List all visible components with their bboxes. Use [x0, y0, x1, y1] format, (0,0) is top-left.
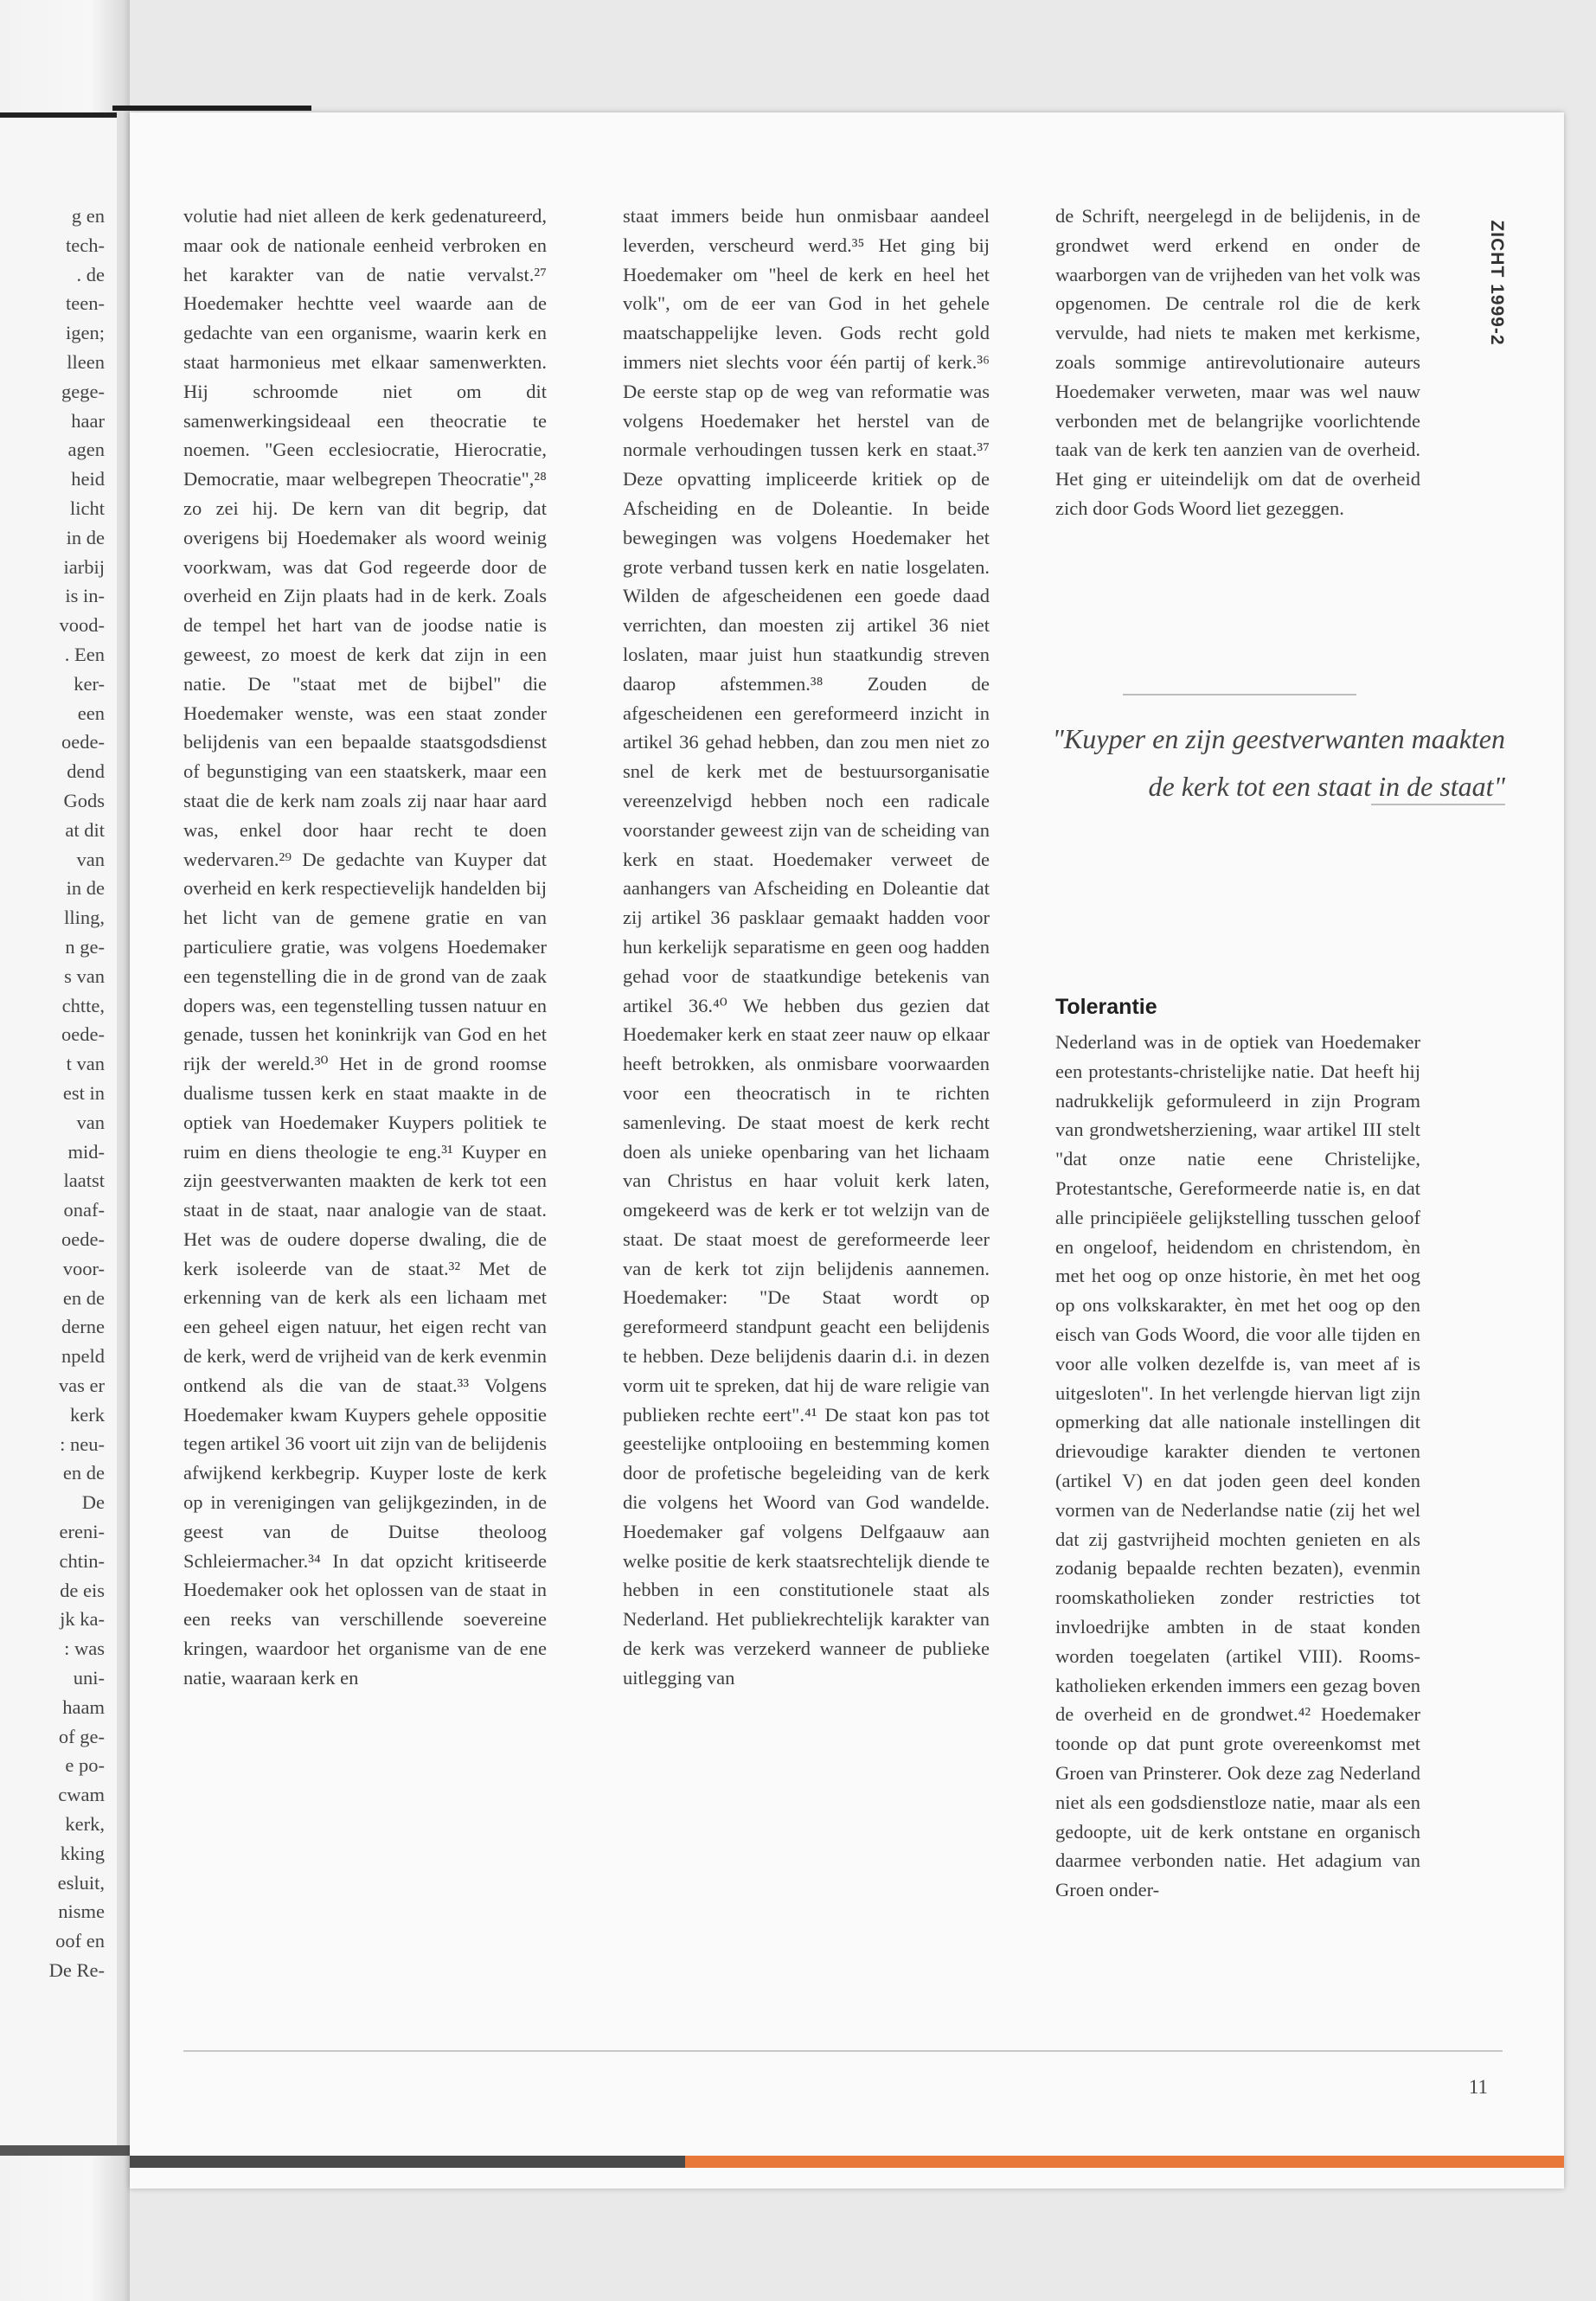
left-page-fragment: is in-: [65, 585, 105, 607]
left-page-fragment: igen;: [66, 322, 105, 344]
left-page-fragment: oede-: [61, 1023, 105, 1046]
left-page-fragment: nisme: [58, 1900, 105, 1923]
left-page-fragment: lling,: [64, 907, 105, 929]
left-page-fragment: jk ka-: [60, 1608, 105, 1631]
left-page-fragment: mid-: [67, 1140, 105, 1163]
left-page-fragment: chtin-: [59, 1549, 105, 1572]
left-page-fragment: t van: [66, 1053, 105, 1075]
left-page-fragment: n ge-: [65, 936, 105, 958]
left-page-fragment: De: [81, 1491, 105, 1514]
left-page-top-bar: [0, 112, 117, 118]
left-page-fragment: vood-: [59, 614, 105, 637]
left-page-fragment: tech-: [66, 234, 105, 256]
left-page-fragment: kking: [60, 1842, 105, 1864]
pull-quote-text: "Kuyper en zijn geestverwanten maakten de kerk tot een staat in de staat": [1052, 723, 1505, 802]
left-page-fragment: e po-: [65, 1754, 105, 1777]
left-page-fragment: van: [76, 1111, 105, 1133]
column-1-text: volutie had niet alleen de kerk gedenatureerd, maar ook de nationale eenheid verbroken en het karakter van de natie vervalst.²⁷ Hoedemaker hechtte veel waarde aan de gedachte van een organisme, waarin kerk en staat harmonieus met elkaar samenwerkten. Hij schroomde niet om dit samenwerkingsideaal een theocratie te noemen. "Geen ecclesiocratie, Hierocratie, Democratie, maar welbegrepen Theocratie",²⁸ zo zei hij. De kern van dit begrip, dat overigens bij Hoedemaker als woord weinig voorkwam, was dat God regeerde door de overheid en Zijn plaats had in de kerk. Zoals de tempel het hart van de joodse natie is geweest, zo moest de kerk dat zijn in een natie. De "staat met de bijbel" die Hoedemaker wenste, was een staat zonder belijdenis van een bepaalde staatsgodsdienst of begunstiging van een staatskerk, maar een staat die de kerk nam zoals zij naar haar aard was, enkel door haar recht te doen wedervaren.²⁹ De gedachte van Kuyper dat overheid en kerk respectievelijk handelden bij het licht van de gemene gratie en van particuliere gratie, was volgens Hoedemaker een tegenstelling die in de grond van de zaak dopers was, een tegenstelling tussen natuur en genade, tussen het koninkrijk van God en het rijk der wereld.³⁰ Het in de grond roomse dualisme tussen kerk en staat maakte in de optiek van Hoedemaker Kuypers politiek te ruim en diens theologie te eng.³¹ Kuyper en zijn geestverwanten maakten de kerk tot een staat in de staat, naar analogie van de staat. Het was de oudere doperse dwaling, die de kerk isoleerde van de staat.³² Met de erkenning van de kerk als een lichaam met een geheel eigen natuur, het eigen recht van de kerk, werd de vrijheid van de kerk evenmin ontkend als die van de staat.³³ Volgens Hoedemaker kwam Kuypers gehele oppositie tegen artikel 36 voort uit zijn van de belijdenis afwijkend kerkbegrip. Kuyper loste de kerk op in verenigingen van gelijkgezinden, in de geest van de Duitse theoloog Schleiermacher.³⁴ In dat opzicht kritiseerde Hoedemaker ook het oplossen van de staat in een reeks van verschillende soevereine kringen, waardoor het organisme van de ene natie, waaraan kerk en: [183, 205, 547, 1689]
left-page-fragment: vas er: [58, 1375, 105, 1396]
left-page-fragment: . de: [76, 263, 105, 285]
left-page-fragment: : was: [64, 1638, 105, 1660]
left-page-fragment: licht: [70, 497, 105, 519]
left-page-fragment: oede-: [61, 1228, 105, 1250]
bottom-bar-accent: [685, 2156, 1564, 2168]
left-page-fragment: esluit,: [57, 1871, 105, 1894]
left-page-fragment: at dit: [65, 818, 105, 841]
column-3-bottom-text: Nederland was in de optiek van Hoedemaker een protestants-christelijke natie. Dat heeft hij nadrukkelijk geformuleerd in zijn Program van grondwetsherziening, waar artikel III stelt "dat onze natie eene Christelijke, Protestantsche, Gereformeerde natie is, en dat alle principiëele gelijkstelling tusschen geloof en ongeloof, heidendom en christendom, èn met het oog op onze historie, èn met het oog op ons volkskarakter, èn met het oog op den eisch van Gods Woord, die voor alle tijden en voor alle volken dezelfde is, van meet af is uitgesloten". In het verlengde hiervan ligt zijn opmerking dat alle nationale instellingen dit drievoudige karakter dienden te vertonen (artikel V) en dat joden geen deel konden vormen van de Nederlandse natie (zij het wel dat zij gastvrijheid mochten genieten en als zodanig bepaalde rechten bezaten), evenmin roomskatholieken zonder restricties tot invloedrijke ambten in de staat konden worden toegelaten (artikel VIII). Rooms-katholieken erkenden immers een gezag boven de overheid en de grondwet.⁴² Hoedemaker toonde op dat punt grote overeenkomst met Groen van Prinsterer. Ook deze zag Nederland niet als een godsdienstloze natie, maar als een gedoopte, uit de kerk ontstane en organisch daarmee verbonden natie. Het adagium van Groen onder-: [1055, 1031, 1420, 1901]
running-head-text: ZICHT 1999-2: [1487, 220, 1507, 346]
page-number: 11: [1468, 2076, 1488, 2098]
left-page-fragment: heid: [71, 468, 105, 490]
left-page-fragment: uni-: [73, 1667, 105, 1689]
column-2-text: staat immers beide hun onmisbaar aandeel leverden, verscheurd werd.³⁵ Het ging bij Hoedemaker om "heel de kerk en heel het volk", om de eer van God in het gehele maatschappelijke leven. Gods recht gold immers niet slechts voor één partij of kerk.³⁶ De eerste stap op de weg van reformatie was volgens Hoedemaker het herstel van de normale verhoudingen tussen kerk en staat.³⁷ Deze opvatting impliceerde kritiek op de Afscheiding en de Doleantie. In beide bewegingen was volgens Hoedemaker het grote verband tussen kerk en natie losgelaten. Wilden de afgescheidenen een goede daad verrichten, dan moesten zij artikel 36 niet loslaten, maar juist hun staatkundig streven daarop afstemmen.³⁸ Zouden de afgescheidenen een gereformeerd inzicht in artikel 36 gehad hebben, dan zou men niet zo snel de kerk met de bestuursorganisatie vereenzelvigd hebben noch een radicale voorstander geweest zijn van de scheiding van kerk en staat. Hoedemaker verweet de aanhangers van Afscheiding en Doleantie dat zij artikel 36 pasklaar gemaakt hadden voor hun kerkelijk separatisme en geen oog hadden gehad voor de staatkundige betekenis van artikel 36.⁴⁰ We hebben dus gezien dat Hoedemaker kerk en staat zeer nauw op elkaar heeft betrokken, als onmisbare voorwaarden voor een theocratisch in te richten samenleving. De staat moest de kerk recht doen als unieke openbaring van het lichaam van Christus en haar voluit kerk laten, omgekeerd was de kerk er tot welzijn van de staat. De staat moest de gereformeerde leer van de kerk tot zijn belijdenis aannemen. Hoedemaker: "De Staat wordt op gereformeerd standpunt geacht een belijdenis te hebben. Deze belijdenis daarin d.i. in dezen vorm uit te spreken, dat hij de ware religie van publieken rechte eert".⁴¹ De staat kon pas tot geestelijke ontplooiing en bestemming komen door de profetische begeleiding van de kerk die volgens het Woord van God wandelde. Hoedemaker gaf volgens Delfgaauw aan welke positie de kerk staatsrechtelijk diende te hebben in een constitutionele staat als Nederland. Het publiekrechtelijk karakter van de kerk was verzekerd wanneer de publieke uitlegging van: [623, 205, 990, 1689]
left-page-fragment: De Re-: [48, 1959, 105, 1981]
page: [130, 112, 1564, 2189]
left-page-fragment: laatst: [63, 1170, 105, 1192]
pull-quote-rule-bottom: [1371, 804, 1505, 805]
section-heading: Tolerantie: [1055, 995, 1157, 1019]
column-1: [183, 202, 547, 1693]
left-page-fragment: Gods: [63, 790, 105, 811]
column-3-bottom: [1055, 1028, 1420, 1905]
column-3-top-text: de Schrift, neergelegd in de belijdenis, in de grondwet werd erkend en onder de waarborgen van de vrijheden van het volk was opgenomen. De centrale rol die de kerk vervulde, had niets te maken met kerkisme, zoals sommige antirevolutionaire auteurs Hoedemaker verweten, maar was wel nauw verbonden met de belangrijke voorlichtende taak van de kerk ten aanzien van de overheid. Het ging er uiteindelijk om dat de overheid zich door Gods Woord liet gezeggen.: [1055, 205, 1420, 519]
left-page-fragment: dend: [67, 760, 105, 783]
left-page-fragment: voor-: [62, 1257, 105, 1279]
left-page-fragment: kerk,: [65, 1813, 105, 1835]
left-page-fragment: ereni-: [59, 1521, 105, 1542]
left-page-fragment: of ge-: [58, 1725, 105, 1747]
left-page-fragment: cwam: [58, 1784, 105, 1806]
left-page-fragment: in de: [66, 526, 105, 548]
left-page-fragment: oof en: [55, 1930, 105, 1952]
left-page-fragment: haam: [62, 1695, 105, 1718]
left-page-fragment: haar: [71, 409, 105, 432]
left-page-fragment: s van: [64, 965, 105, 987]
bottom-bar-dark: [130, 2156, 685, 2168]
left-page-fragment: en de: [62, 1462, 105, 1484]
left-page-fragment: gege-: [61, 380, 105, 402]
left-page-fragment: lleen: [67, 351, 105, 373]
left-page-fragment: van: [76, 848, 105, 870]
left-page-fragment: npeld: [61, 1345, 105, 1368]
left-page-fragment: een: [77, 702, 105, 724]
left-page-fragment: en de: [62, 1286, 105, 1309]
column-3-top: [1055, 202, 1420, 523]
left-page-bottom-bar: [0, 2145, 130, 2156]
column-2: [623, 202, 990, 1693]
left-page-fragment: teen-: [66, 292, 105, 315]
left-page-fragment: ker-: [74, 672, 105, 695]
left-page-fragment: kerk: [70, 1403, 105, 1426]
left-page-fragment: chtte,: [61, 994, 105, 1016]
left-page-fragment: : neu-: [60, 1433, 105, 1455]
left-page-fragment: in de: [66, 877, 105, 900]
running-head: [1479, 199, 1514, 372]
left-page-edge: [0, 112, 117, 2154]
left-page-fragment: iarbij: [63, 555, 105, 578]
left-page-fragment: est in: [62, 1082, 105, 1104]
footer-rule: [183, 2050, 1503, 2052]
page-top-bar: [112, 106, 311, 111]
left-page-fragment: onaf-: [63, 1199, 105, 1221]
left-page-fragment: . Een: [64, 644, 105, 665]
left-page-fragment: de eis: [60, 1579, 105, 1601]
pull-quote-rule-top: [1123, 694, 1356, 695]
left-page-fragment: oede-: [61, 731, 105, 753]
left-page-fragment: g en: [71, 205, 105, 227]
left-page-fragment: derne: [61, 1316, 105, 1338]
left-page-fragment: agen: [67, 439, 105, 461]
